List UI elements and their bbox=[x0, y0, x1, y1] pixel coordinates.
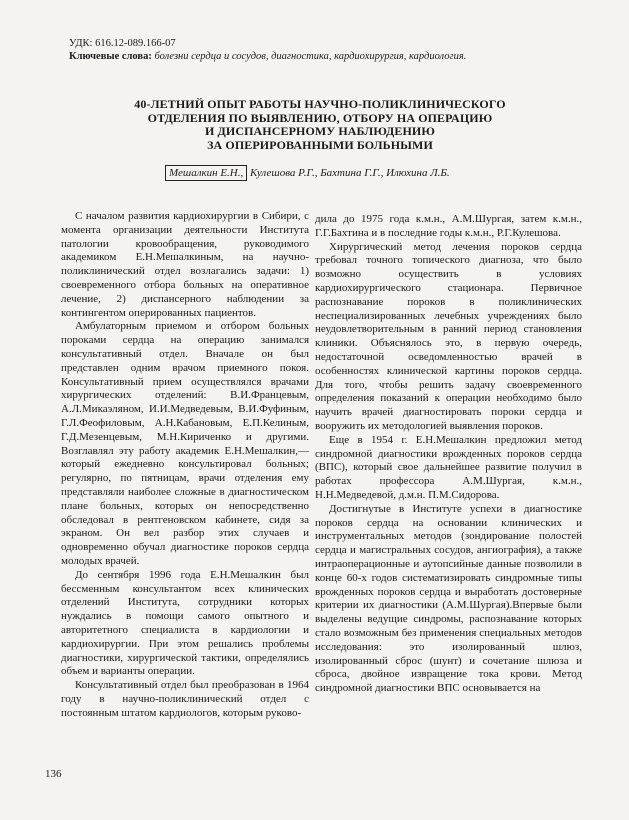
keywords-line bbox=[69, 51, 599, 62]
column-left bbox=[61, 210, 309, 720]
paragraph: Еще в 1954 г. Е.Н.Мешалкин предложил метод синдромной диагностики врожденных пороков сердца (ВПС), который свое дальнейшее развитие получил в работах профессора А.М.Шургая, к.м.н., Н.Н.Медведевой, д.м.н. П.М.Сидорова. bbox=[315, 433, 582, 501]
title-line: ОТДЕЛЕНИЯ ПО ВЫЯВЛЕНИЮ, ОТБОРУ НА ОПЕРАЦИЮ bbox=[147, 110, 493, 125]
paragraph-continued: дила до 1975 года к.м.н., А.М.Шургая, затем к.м.н., Г.Г.Бахтина и в последние годы к.м.н., Р.Г.Кулешова. bbox=[315, 213, 582, 239]
column-right bbox=[315, 213, 582, 696]
title-line: И ДИСПАНСЕРНОМУ НАБЛЮДЕНИЮ bbox=[205, 124, 435, 138]
author-list bbox=[165, 167, 565, 179]
udk-code: УДК: 616.12-089.166-07 bbox=[69, 38, 176, 49]
keywords-text: болезни сердца и сосудов, диагностика, кардиохирургия, кардиология. bbox=[154, 51, 467, 62]
title-line: 40-ЛЕТНИЙ ОПЫТ РАБОТЫ НАУЧНО-ПОЛИКЛИНИЧЕСКОГО bbox=[134, 97, 506, 111]
keywords-label: Ключевые слова: bbox=[69, 51, 152, 62]
author-rest: Кулешова Р.Г., Бахтина Г.Г., Илюхина Л.Б. bbox=[250, 167, 450, 179]
paragraph: Хирургический метод лечения пороков сердца требовал точного топического диагноза, что было возможно осуществить в условиях кардиохирургического стационара. Первичное распознавание пороков в поликлинических неспециализированных лечебных учреждениях было неудовлетворительным в ранний период становления клиники. Объяснялось это, в первую очередь, недостаточной осведомленностью врачей в особенностях клинической картины пороков сердца. Для того, чтобы решить задачу своевременного определения показаний к операции необходимо было научить врачей диагностировать пороки сердца и вооружить их методологией выявления пороков. bbox=[315, 240, 582, 432]
author-first-boxed: Мешалкин Е.Н., bbox=[165, 165, 247, 181]
paragraph: Консультативный отдел был преобразован в 1964 году в научно-поликлинический отдел с постоянным штатом кардиологов, которым руково- bbox=[61, 679, 309, 719]
paragraph: С началом развития кардиохирургии в Сибири, с момента организации деятельности Института патологии кровообращения, руководимого академиком Е.Н.Мешалкиным, на научно-поликлинический отдел возлагались задачи: 1) своевременного отбора больных на оперативное лечение, 2) диспансерного наблюдении за контингентом оперированных пациентов. bbox=[61, 210, 309, 319]
paragraph: Достигнутые в Институте успехи в диагностике пороков сердца на основании клинических и инструментальных методов (зондирование полостей сердца и магистральных сосудов, ангиография), а также интраоперационные и аутопсийные данные позволили в конце 60-х годов систематизировать синдромные типы врожденных пороков сердца и выработать достоверные критерии их диагностики (А.М.Шургая).Впервые были выделены ведущие синдромы, распознавание которых стало возможным без применения специальных методов исследования: это изолированный шлюз, изолированный сброс (шунт) и сочетание шлюза и сброса, двойное извращение тока крови. Метод синдромной диагностики ВПС основывается на bbox=[315, 502, 582, 695]
article-title bbox=[100, 98, 540, 152]
paragraph: До сентября 1996 года Е.Н.Мешалкин был бессменным консультантом всех клинических отделений Института, сотрудники которых нуждались в помощи самого опытного и авторитетного специалиста в кардиологии и кардиохирургии. При этом решались проблемы диагностики, хирургической тактики, определялись объем и варианты операции. bbox=[61, 568, 309, 678]
paragraph: Амбулаторным приемом и отбором больных пороками сердца на операцию занимался консультативный отдел. Вначале он был представлен одним врачом приемного покоя. Консультативный прием осуществлялся врачами хирургических отделений: В.И.Францевым, А.Л.Микаэляном, И.И.Медведевым, В.И.Фуфиным, Г.Л.Феофиловым, А.Н.Кабановым, Е.П.Келиным, Г.Д.Мезенцевым, М.Н.Кириченко и другими. Возглавлял эту работу академик Е.Н.Мешалкин,— который ежедневно консультировал больных; регулярно, по пятницам, врачи отделения ему представляли наиболее сложные в диагностическом плане больных, которых он непосредственно обследовал в рентгеновском кабинете, сидя за экраном. Он вел разбор этих случаев и одновременно обучал диагностике пороков сердца молодых врачей. bbox=[61, 320, 309, 567]
title-line: ЗА ОПЕРИРОВАННЫМИ БОЛЬНЫМИ bbox=[207, 137, 433, 152]
page-number: 136 bbox=[45, 768, 62, 780]
